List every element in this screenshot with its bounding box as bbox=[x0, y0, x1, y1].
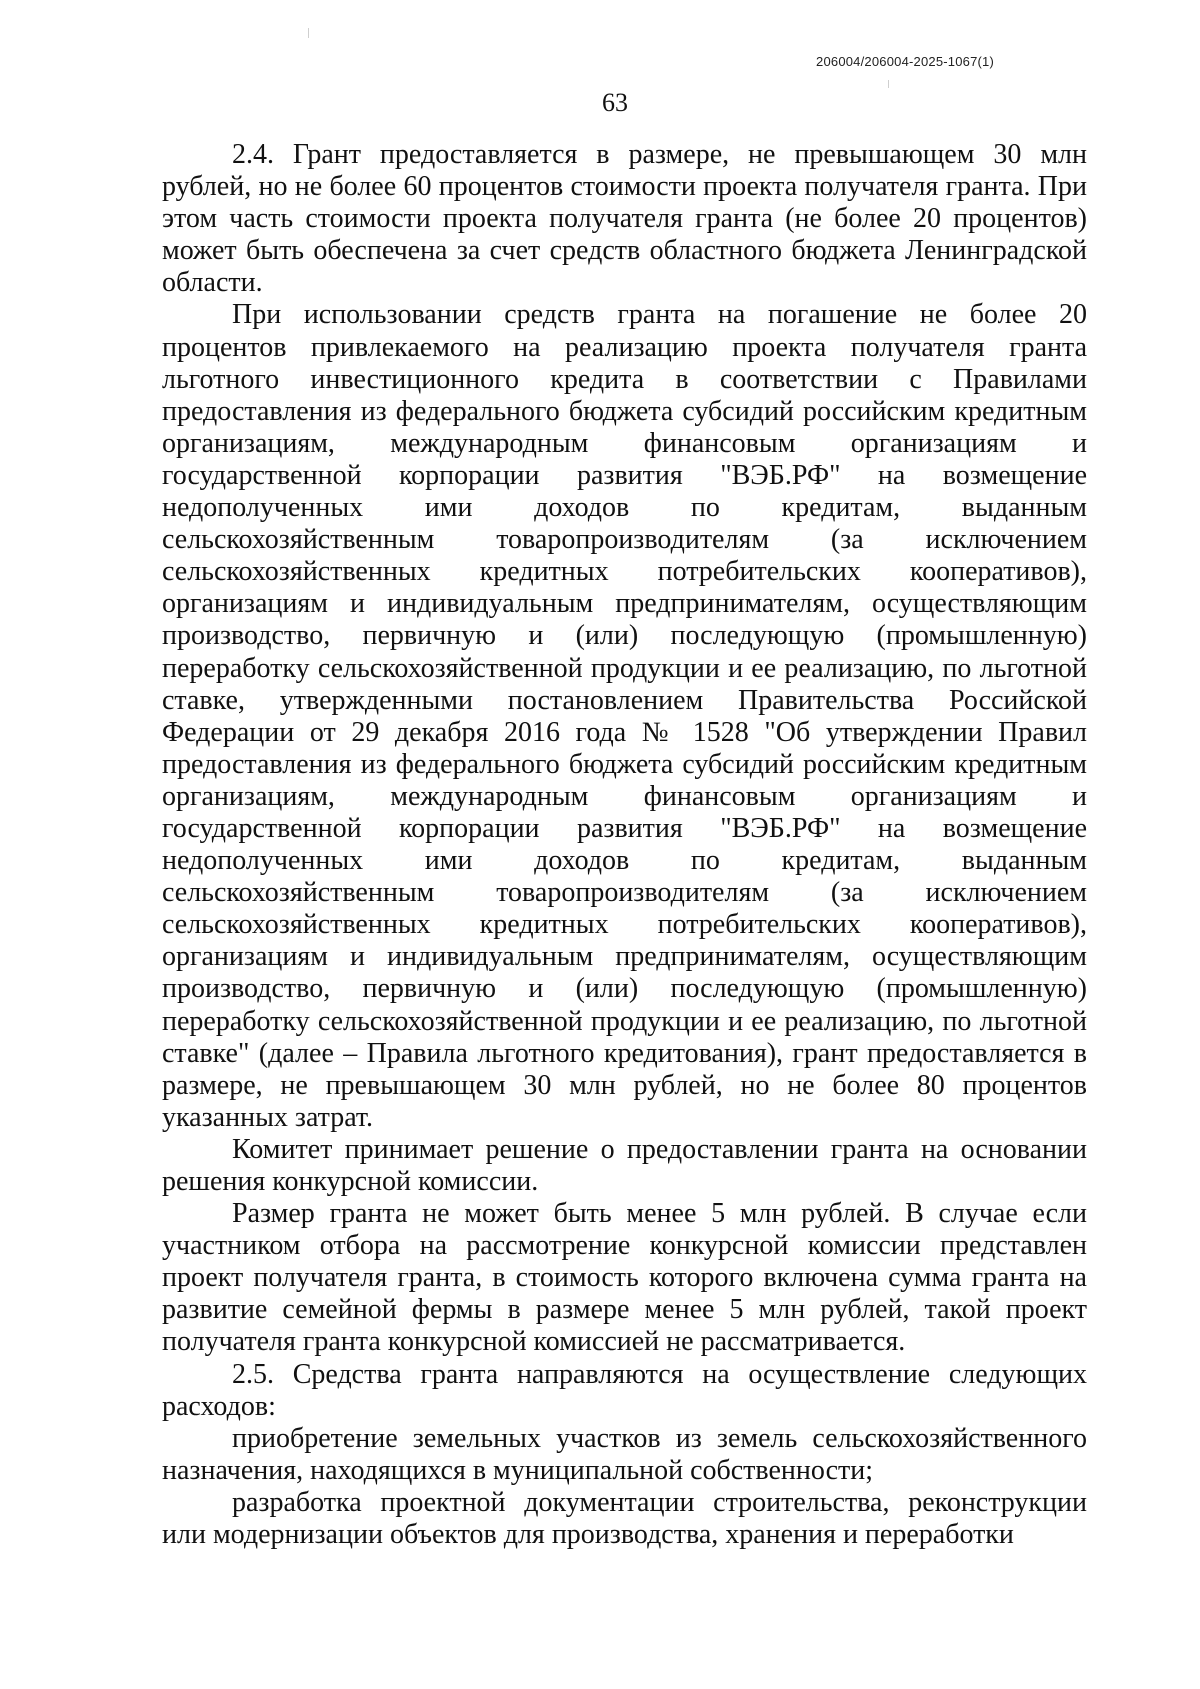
paragraph: При использовании средств гранта на погашение не более 20 процентов привлекаемого на реализацию проекта получателя гранта льготного инвестиционного кредита в соответствии с Правилами предоставления из федерального бюджета субсидий российским кредитным организациям, международным финансовым организациям и государственной корпорации развития "ВЭБ.РФ" на возмещение недополученных ими доходов по кредитам, выданным сельскохозяйственным товаропроизводителям (за исключением сельскохозяйственных кредитных потребительских кооперативов), организациям и индивидуальным предпринимателям, осуществляющим производство, первичную и (или) последующую (промышленную) переработку сельскохозяйственной продукции и ее реализацию, по льготной ставке, утвержденными постановлением Правительства Российской Федерации от 29 декабря 2016 года № 1528 "Об утверждении Правил предоставления из федерального бюджета субсидий российским кредитным организациям, международным финансовым организациям и государственной корпорации развития "ВЭБ.РФ" на возмещение недополученных ими доходов по кредитам, выданным сельскохозяйственным товаропроизводителям (за исключением сельскохозяйственных кредитных потребительских кооперативов), организациям и индивидуальным предпринимателям, осуществляющим производство, первичную и (или) последующую (промышленную) переработку сельскохозяйственной продукции и ее реализацию, по льготной ставке" (далее – Правила льготного кредитования), грант предоставляется в размере, не превышающем 30 млн рублей, но не более 80 процентов указанных затрат. bbox=[162, 299, 1087, 1133]
paragraph: 2.5. Средства гранта направляются на осуществление следующих расходов: bbox=[162, 1358, 1087, 1422]
paragraph: разработка проектной документации строительства, реконструкции или модернизации объектов для производства, хранения и переработки bbox=[162, 1486, 1087, 1551]
paragraph: Комитет принимает решение о предоставлении гранта на основании решения конкурсной комиссии. bbox=[162, 1133, 1087, 1197]
paragraph: Размер гранта не может быть менее 5 млн рублей. В случае если участником отбора на рассмотрение конкурсной комиссии представлен проект получателя гранта, в стоимость которого включена сумма гранта на развитие семейной фермы в размере менее 5 млн рублей, такой проект получателя гранта конкурсной комиссией не рассматривается. bbox=[162, 1198, 1087, 1358]
scan-speck bbox=[308, 28, 309, 38]
document-body bbox=[162, 139, 1087, 1551]
document-id: 206004/206004-2025-1067(1) bbox=[816, 54, 994, 69]
scan-speck bbox=[888, 80, 889, 88]
page-number: 63 bbox=[602, 88, 628, 117]
paragraph: 2.4. Грант предоставляется в размере, не превышающем 30 млн рублей, но не более 60 процентов стоимости проекта получателя гранта. При этом часть стоимости проекта получателя гранта (не более 20 процентов) может быть обеспечена за счет средств областного бюджета Ленинградской области. bbox=[162, 139, 1087, 299]
paragraph: приобретение земельных участков из земель сельскохозяйственного назначения, находящихся в муниципальной собственности; bbox=[162, 1422, 1087, 1486]
